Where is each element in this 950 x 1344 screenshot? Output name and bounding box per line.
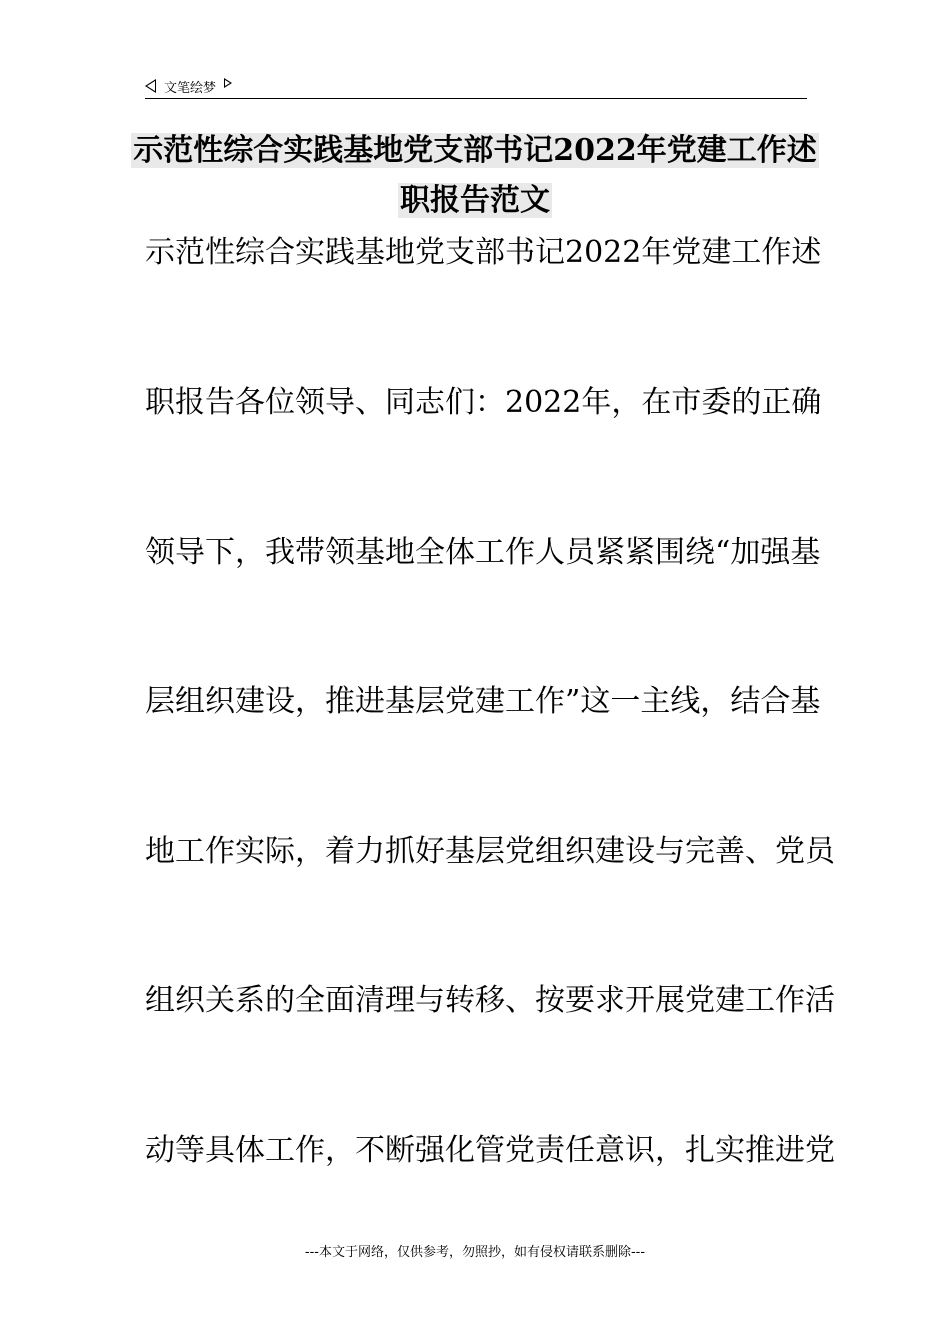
footer-notice: ---本文于网络，仅供参考，勿照抄，如有侵权请联系删除--- bbox=[304, 1245, 646, 1260]
page-header bbox=[145, 74, 807, 99]
triangle-left-icon bbox=[145, 79, 156, 93]
body-line-2: 职报告各位领导、同志们：2022年，在市委的正确 bbox=[145, 385, 822, 420]
title-text-2: 职报告范文 bbox=[400, 183, 550, 218]
body-line-7: 动等具体工作，不断强化管党责任意识，扎实推进党 bbox=[145, 1133, 835, 1168]
title-text-1: 示范性综合实践基地党支部书记2022年党建工作述 bbox=[133, 133, 817, 168]
triangle-right-icon bbox=[224, 78, 232, 88]
body-line-3: 领导下，我带领基地全体工作人员紧紧围绕“加强基 bbox=[145, 535, 821, 570]
body-line-4: 层组织建设，推进基层党建工作”这一主线，结合基 bbox=[145, 684, 821, 719]
body-line-6: 组织关系的全面清理与转移、按要求开展党建工作活 bbox=[145, 983, 835, 1018]
body-line-5: 地工作实际，着力抓好基层党组织建设与完善、党员 bbox=[145, 834, 835, 869]
header-brand: 文笔绘梦 bbox=[164, 80, 217, 96]
document-title-line-2 bbox=[0, 181, 950, 221]
body-line-1: 示范性综合实践基地党支部书记2022年党建工作述 bbox=[145, 235, 822, 270]
document-title-line-1 bbox=[0, 131, 950, 171]
